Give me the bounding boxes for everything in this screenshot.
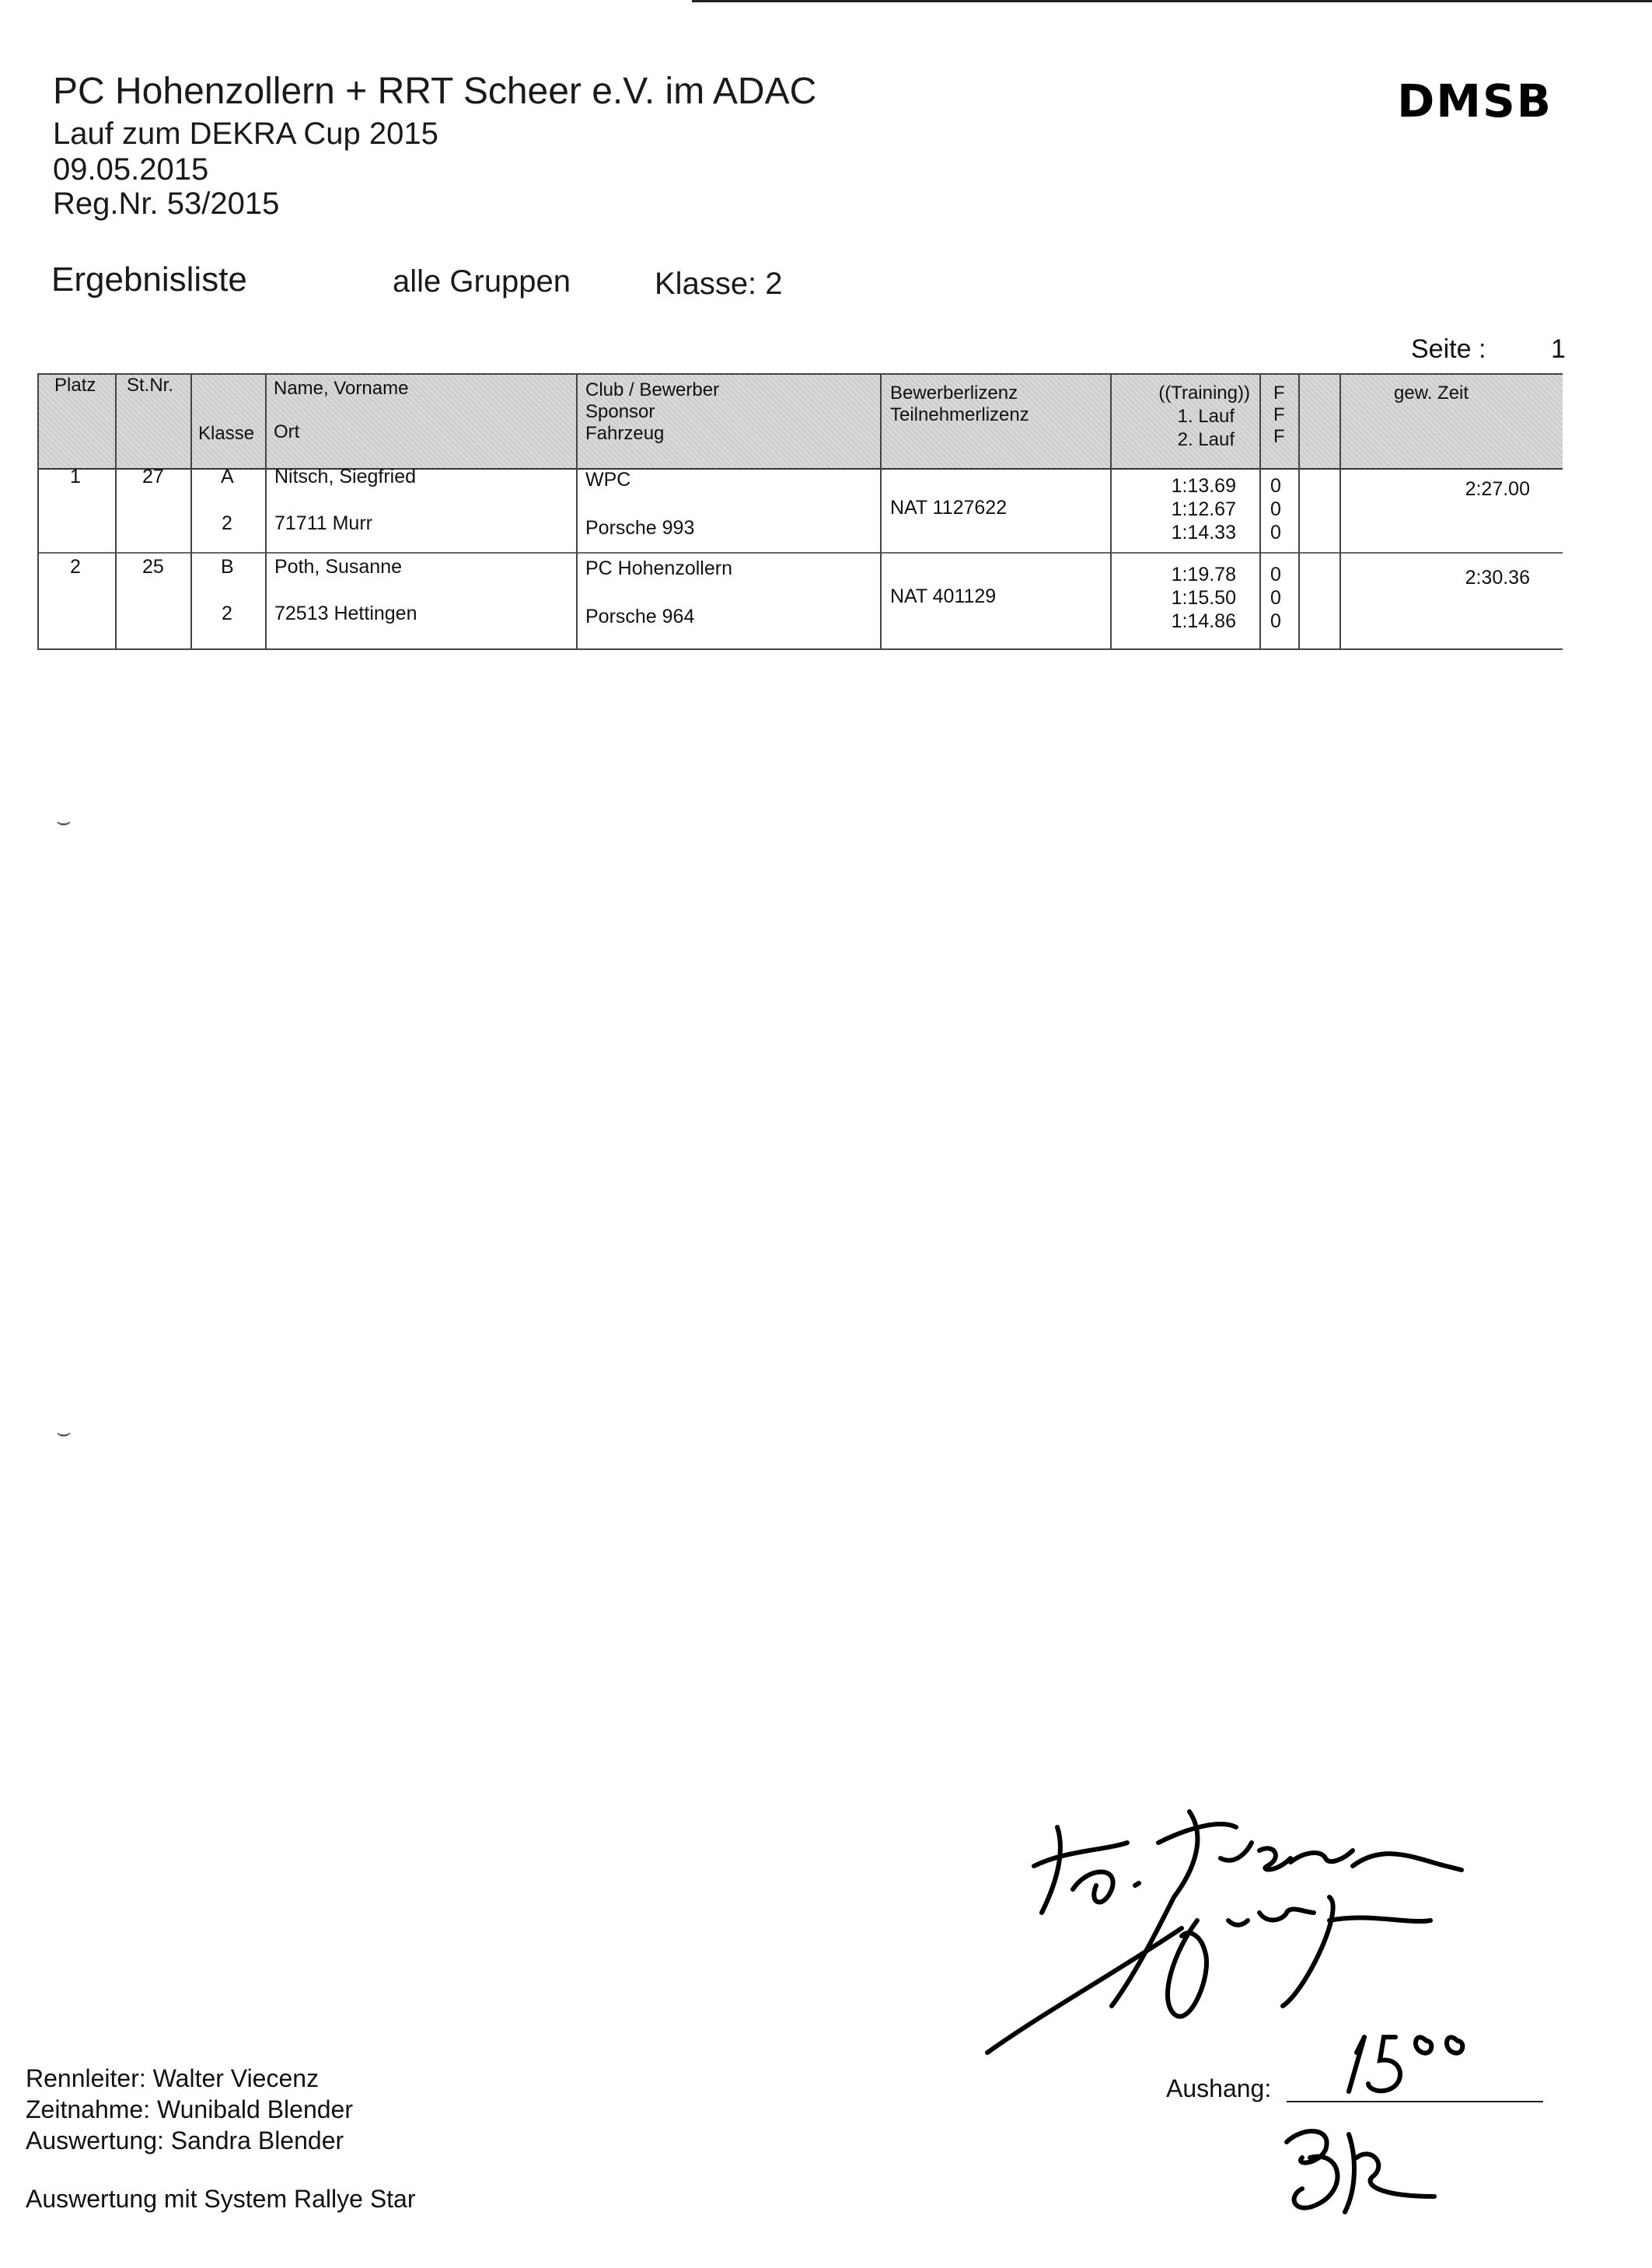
event-date: 09.05.2015 (53, 152, 209, 187)
header-klasse: Klasse (198, 423, 255, 444)
col-line (115, 373, 117, 650)
header-sponsor: Sponsor (585, 401, 655, 422)
row1-club: WPC (585, 469, 631, 491)
groups-label: alle Gruppen (393, 264, 571, 299)
row2-lizenz: NAT 401129 (890, 585, 997, 607)
col-line (1259, 373, 1261, 650)
row2-club: PC Hohenzollern (585, 557, 732, 579)
row2-lauf2: 1:14.86 (1171, 610, 1236, 632)
results-table (37, 373, 1563, 653)
page-number: 1 (1551, 334, 1566, 364)
col-line (190, 373, 192, 650)
signature-viecenz (980, 1796, 1493, 2060)
row2-gew-zeit: 2:30.36 (1465, 567, 1530, 589)
header-club: Club / Bewerber (585, 379, 720, 400)
row2-klasse: 2 (222, 603, 232, 624)
row1-stnr: 27 (142, 466, 164, 487)
event-name: Lauf zum DEKRA Cup 2015 (53, 117, 438, 151)
klasse-label: Klasse: 2 (655, 267, 783, 301)
row2-gruppe: B (221, 556, 234, 578)
header-f3: F (1273, 426, 1285, 447)
row1-gew-zeit: 2:27.00 (1465, 478, 1530, 500)
header-gew-zeit: gew. Zeit (1394, 383, 1469, 404)
punch-mark-icon: ⌣ (56, 1420, 72, 1445)
footer-auswertung: Auswertung: Sandra Blender (26, 2126, 344, 2154)
row1-f2: 0 (1270, 498, 1281, 520)
row1-training: 1:13.69 (1171, 475, 1236, 497)
header-f2: F (1273, 404, 1285, 425)
col-line (880, 373, 882, 650)
header-name: Name, Vorname (274, 378, 409, 399)
registration-number: Reg.Nr. 53/2015 (53, 187, 280, 221)
footer-rennleiter: Rennleiter: Walter Viecenz (26, 2064, 320, 2092)
row1-lizenz: NAT 1127622 (890, 497, 1008, 519)
row2-fahrzeug: Porsche 964 (585, 606, 695, 627)
col-line (1339, 373, 1341, 650)
row1-gruppe: A (221, 466, 234, 487)
header-lauf1: 1. Lauf (1177, 406, 1235, 427)
aushang-time-handwritten (1341, 2022, 1481, 2099)
initials-signature (1279, 2119, 1450, 2220)
row1-platz: 1 (70, 466, 81, 487)
col-line (1298, 373, 1300, 650)
row2-name: Poth, Susanne (274, 556, 403, 578)
punch-mark-icon: ⌣ (56, 809, 72, 834)
col-line (37, 373, 39, 650)
header-lauf2: 2. Lauf (1177, 429, 1235, 450)
row1-f1: 0 (1270, 475, 1281, 497)
header-f1: F (1273, 383, 1285, 404)
row2-lauf1: 1:15.50 (1171, 587, 1236, 609)
row1-lauf2: 1:14.33 (1171, 522, 1236, 543)
organizer-title: PC Hohenzollern + RRT Scheer e.V. im ADAC (53, 71, 817, 112)
row2-f2: 0 (1270, 587, 1281, 609)
row1-name: Nitsch, Siegfried (274, 466, 417, 487)
header-ort: Ort (274, 421, 300, 442)
footer-system: Auswertung mit System Rallye Star (26, 2185, 416, 2213)
header-platz: Platz (54, 375, 96, 396)
dmsb-logo: DMSB (1397, 75, 1552, 128)
header-stnr: St.Nr. (127, 375, 174, 396)
row2-f1: 0 (1270, 564, 1281, 585)
footer-zeitnahme: Zeitnahme: Wunibald Blender (26, 2095, 353, 2123)
col-line (576, 373, 578, 650)
row1-lauf1: 1:12.67 (1171, 498, 1236, 520)
row2-training: 1:19.78 (1171, 564, 1236, 585)
row1-f3: 0 (1270, 522, 1281, 543)
row2-stnr: 25 (142, 556, 164, 578)
header-fahrzeug: Fahrzeug (585, 423, 665, 444)
row2-f3: 0 (1270, 610, 1281, 632)
list-title: Ergebnisliste (51, 260, 247, 299)
row2-ort: 72513 Hettingen (274, 603, 417, 624)
row2-platz: 2 (70, 556, 81, 578)
row1-fahrzeug: Porsche 993 (585, 517, 695, 539)
row1-klasse: 2 (222, 512, 232, 534)
header-bewerberlizenz: Bewerberlizenz (890, 383, 1018, 404)
scan-top-border (692, 0, 1652, 2)
aushang-label: Aushang: (1166, 2074, 1272, 2102)
col-line (265, 373, 267, 650)
header-training: ((Training)) (1158, 383, 1250, 404)
page-label: Seite : (1411, 334, 1486, 364)
header-teilnehmerlizenz: Teilnehmerlizenz (890, 404, 1029, 425)
row1-ort: 71711 Murr (274, 512, 372, 534)
aushang-line (1287, 2101, 1543, 2102)
